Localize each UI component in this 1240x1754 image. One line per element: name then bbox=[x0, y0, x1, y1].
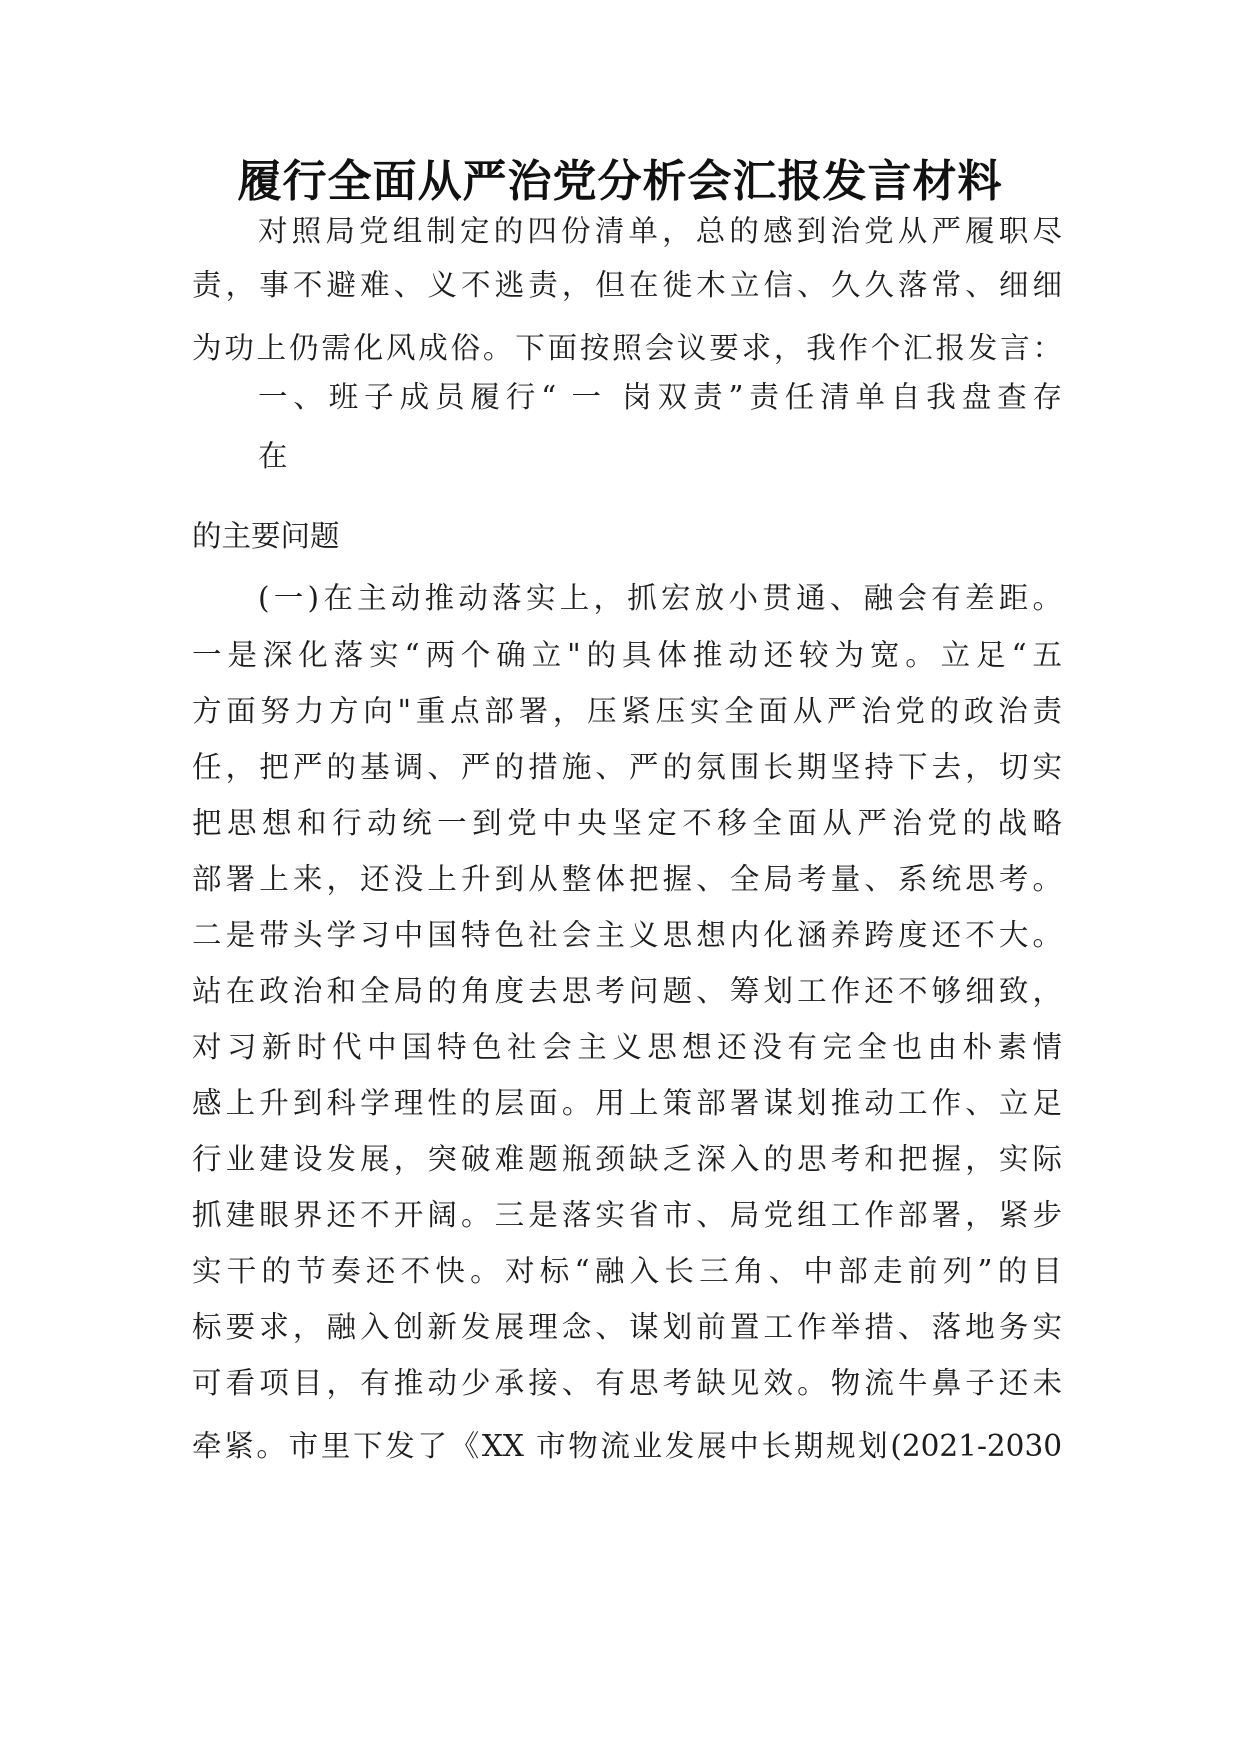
paragraph-line: 责，事不避难、义不逃责，但在徙木立信、久久落常、细细 bbox=[192, 268, 1062, 302]
document-title: 履行全面从严治党分析会汇报发言材料 bbox=[237, 156, 1003, 207]
paragraph-line: 部署上来，还没上升到从整体把握、全局考量、系统思考。 bbox=[192, 862, 1062, 896]
paragraph-line: 行业建设发展，突破难题瓶颈缺乏深入的思考和把握，实际 bbox=[192, 1142, 1062, 1176]
paragraph-line: 为功上仍需化风成俗。下面按照会议要求，我作个汇报发言： bbox=[192, 331, 1062, 365]
paragraph-line: 实干的节奏还不快。对标“融入长三角、中部走前列”的目 bbox=[192, 1254, 1062, 1288]
paragraph-line: 抓建眼界还不开阔。三是落实省市、局党组工作部署，紧步 bbox=[192, 1198, 1062, 1232]
paragraph-line: 对照局党组制定的四份清单，总的感到治党从严履职尽 bbox=[258, 214, 1062, 248]
paragraph-line: 感上升到科学理性的层面。用上策部署谋划推动工作、立足 bbox=[192, 1086, 1062, 1120]
paragraph-line: 标要求，融入创新发展理念、谋划前置工作举措、落地务实 bbox=[192, 1310, 1062, 1344]
paragraph-line: 可看项目，有推动少承接、有思考缺见效。物流牛鼻子还未 bbox=[192, 1366, 1062, 1400]
section-heading-line: 一、班子成员履行“ 一 岗双责”责任清单自我盘查存 bbox=[258, 380, 1062, 414]
paragraph-line: 站在政治和全局的角度去思考问题、筹划工作还不够细致， bbox=[192, 974, 1062, 1008]
section-heading-line: 的主要问题 bbox=[192, 519, 340, 553]
subsection-line: (一)在主动推动落实上，抓宏放小贯通、融会有差距。 bbox=[258, 581, 1062, 615]
section-heading-line: 在 bbox=[258, 439, 288, 473]
paragraph-line: 一是深化落实“两个确立"的具体推动还较为宽。立足“五 bbox=[192, 638, 1062, 672]
paragraph-line: 把思想和行动统一到党中央坚定不移全面从严治党的战略 bbox=[192, 806, 1062, 840]
paragraph-line: 方面努力方向"重点部署，压紧压实全面从严治党的政治责 bbox=[192, 694, 1062, 728]
paragraph-line: 二是带头学习中国特色社会主义思想内化涵养跨度还不大。 bbox=[192, 918, 1062, 952]
paragraph-line: 任，把严的基调、严的措施、严的氛围长期坚持下去，切实 bbox=[192, 750, 1062, 784]
paragraph-line: 对习新时代中国特色社会主义思想还没有完全也由朴素情 bbox=[192, 1030, 1062, 1064]
paragraph-line: 牵紧。市里下发了《XX 市物流业发展中长期规划(2021-2030 bbox=[192, 1429, 1062, 1463]
